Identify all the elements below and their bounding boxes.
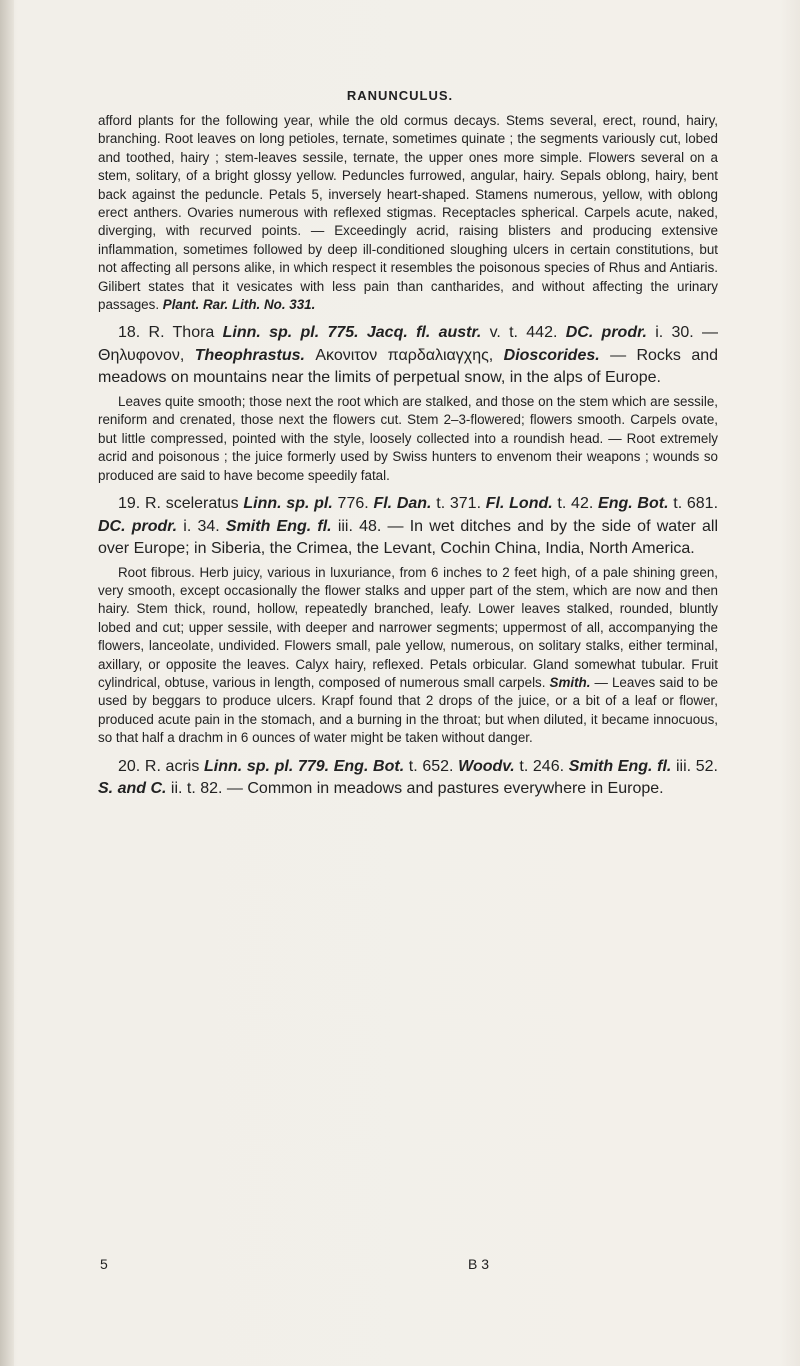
paragraph-continued: afford plants for the following year, while the old cormus decays. Stems several, erect, round, hairy, branching. Root leaves on long petioles, ternate, sometimes quinate ; the segments variously cut, lobed and toothed, hairy ; stem-leaves sessile, ternate, the upper ones more simple. Flowers several on a stem, solitary, of a bright glossy yellow. Peduncles furrowed, angular, hairy. Sepals oblong, hairy, bent back against the peduncle. Petals 5, inversely heart-shaped. Stamens numerous, yellow, with oblong erect anthers. Ovaries numerous with reflexed stigmas. Receptacles spherical. Carpels acute, naked, diverging, with recurved points. — Exceedingly acrid, raising blisters and producing extensive inflammation, sometimes followed by deep ill-conditioned sloughing ulcers in certain constitutions, but not affecting all persons alike, in which respect it resembles the poisonous species of Rhus and Antiaris. Gilibert states that it vesicates with less pain than cantharides, and without affecting the urinary passages. Plant. Rar. Lith. No. 331. bbox=[98, 113, 718, 313]
species-19-heading: 19. R. sceleratus Linn. sp. pl. 776. Fl. Dan. t. 371. Fl. Lond. t. 42. Eng. Bot. t. 681. DC. prodr. i. 34. Smith Eng. fl. iii. 48. — In wet ditches and by the side of water all over Europe; in Siberia, the Crimea, the Levant, Cochin China, India, North America. bbox=[98, 495, 719, 557]
species-18-description: Leaves quite smooth; those next the root which are stalked, and those on the stem which are sessile, reniform and crenated, those next the flowers cut. Stem 2–3-flowered; flowers smooth. Carpels ovate, but little compressed, pointed with the style, loosely collected into a roundish head. — Root extremely acrid and poisonous ; the juice formerly used by Swiss hunters to envenom their weapons ; wounds so produced are said to have become speedily fatal. bbox=[98, 393, 718, 483]
species-18-heading: 18. R. Thora Linn. sp. pl. 775. Jacq. fl. austr. v. t. 442. DC. prodr. i. 30. — Θηλυφονον, Theophrastus. Ακονιτον παρδαλιαγχης, Dioscorides. — Rocks and meadows on mountains near the limits of perpetual snow, in the alps of Europe. bbox=[98, 324, 719, 387]
signature-mark: B 3 bbox=[468, 1256, 490, 1272]
running-header: RANUNCULUS. bbox=[346, 88, 454, 103]
body-text bbox=[98, 112, 718, 801]
species-19-description: Root fibrous. Herb juicy, various in luxuriance, from 6 inches to 2 feet high, of a pale shining green, very smooth, except occasionally the flower stalks and upper part of the stem, which are now and then hairy. Stem thick, round, hollow, repeatedly branched, leafy. Lower leaves stalked, rounded, bluntly lobed and cut; upper sessile, with deeper and narrower segments; uppermost of all, accompanying the flowers, lanceolate, undivided. Flowers small, pale yellow, numerous, on solitary stalks, either terminal, axillary, or opposite the leaves. Calyx hairy, reflexed. Petals orbicular. Gland somewhat tubular. Fruit cylindrical, obtuse, various in length, composed of numerous small carpels. Smith. — Leaves said to be used by beggars to produce ulcers. Krapf found that 2 drops of the juice, or a bit of a leaf or flower, produced acute pain in the stomach, and a burning in the throat; but when diluted, it became innocuous, so that half a drachm in 6 ounces of water might be taken without danger. bbox=[98, 564, 718, 746]
page-number: 5 bbox=[100, 1256, 108, 1272]
book-spine bbox=[0, 0, 14, 1366]
species-20-heading: 20. R. acris Linn. sp. pl. 779. Eng. Bot. t. 652. Woodv. t. 246. Smith Eng. fl. iii. 52. S. and C. ii. t. 82. — Common in meadows and pastures everywhere in Europe. bbox=[98, 757, 718, 798]
reference-citation: Plant. Rar. Lith. No. 331. bbox=[162, 297, 316, 313]
